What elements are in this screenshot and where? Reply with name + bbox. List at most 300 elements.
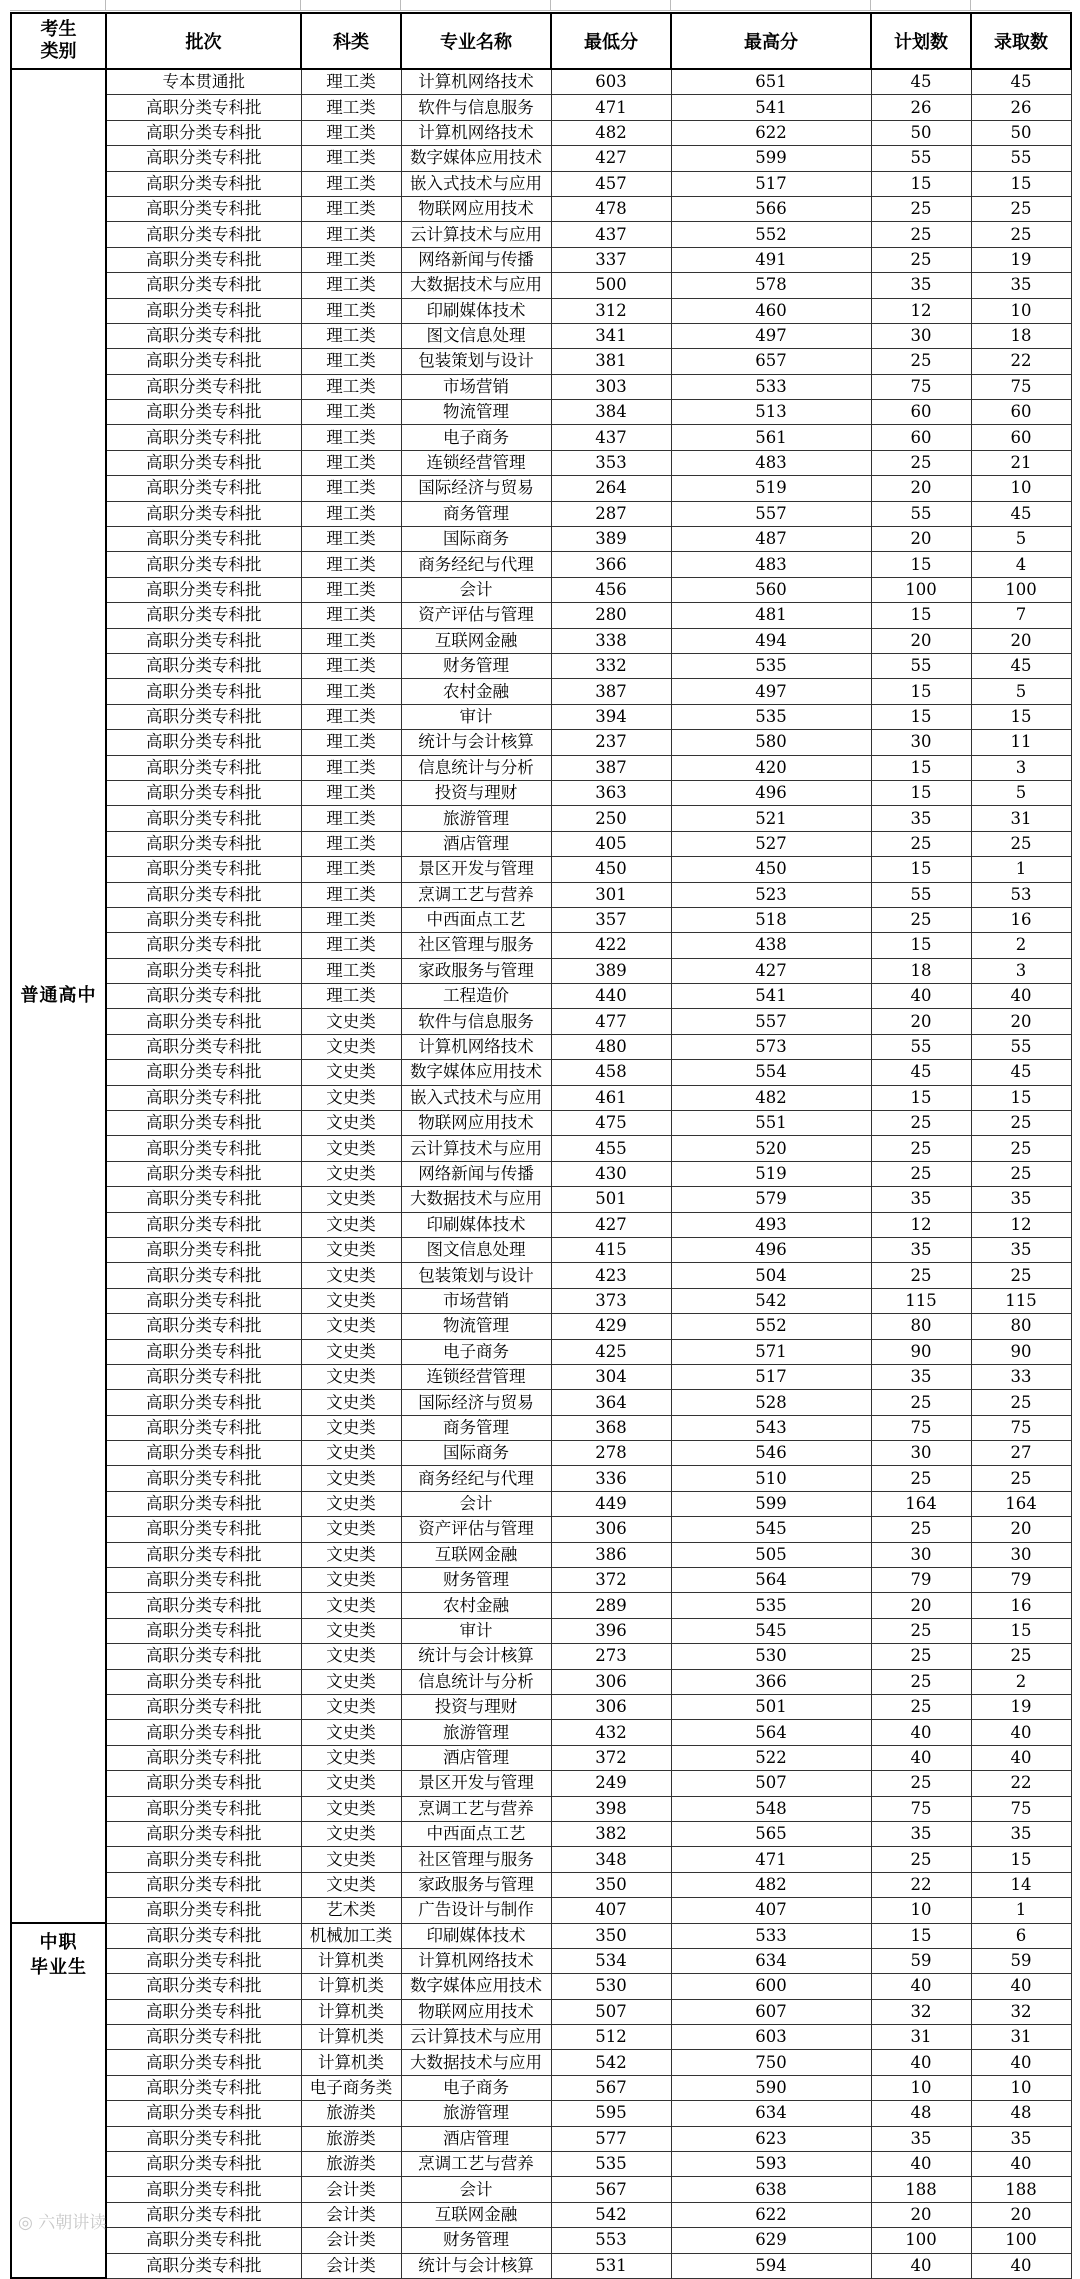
max-score-cell: 545 [671,1618,871,1643]
plan-cell: 20 [871,527,971,552]
subject-cell: 理工类 [301,95,401,120]
admitted-cell: 75 [971,1796,1071,1821]
admitted-cell: 55 [971,146,1071,171]
plan-cell: 35 [871,806,971,831]
batch-cell: 高职分类专科批 [106,527,301,552]
admitted-cell: 48 [971,2101,1071,2126]
table-row [11,273,1071,298]
plan-cell: 55 [871,501,971,526]
batch-cell: 高职分类专科批 [106,95,301,120]
batch-cell: 高职分类专科批 [106,323,301,348]
subject-cell: 理工类 [301,69,401,95]
max-score-cell: 520 [671,1136,871,1161]
major-cell: 投资与理财 [401,1695,551,1720]
min-score-cell: 471 [551,95,671,120]
batch-cell: 高职分类专科批 [106,1111,301,1136]
max-score-cell: 542 [671,1288,871,1313]
max-score-cell: 494 [671,628,871,653]
min-score-cell: 449 [551,1491,671,1516]
batch-cell: 高职分类专科批 [106,1695,301,1720]
max-score-cell: 482 [671,1085,871,1110]
subject-cell: 理工类 [301,247,401,272]
admitted-cell: 90 [971,1339,1071,1364]
category-cell: 普通高中 [11,69,106,1923]
major-cell: 投资与理财 [401,780,551,805]
batch-cell: 高职分类专科批 [106,2075,301,2100]
plan-cell: 48 [871,2101,971,2126]
max-score-cell: 505 [671,1542,871,1567]
table-row [11,653,1071,678]
batch-cell: 高职分类专科批 [106,2025,301,2050]
max-score-cell: 543 [671,1415,871,1440]
major-cell: 物流管理 [401,400,551,425]
admitted-cell: 14 [971,1872,1071,1897]
batch-cell: 高职分类专科批 [106,1644,301,1669]
subject-cell: 理工类 [301,349,401,374]
min-score-cell: 364 [551,1390,671,1415]
batch-cell: 高职分类专科批 [106,146,301,171]
min-score-cell: 542 [551,2050,671,2075]
admitted-cell: 22 [971,349,1071,374]
plan-cell: 18 [871,958,971,983]
batch-cell: 高职分类专科批 [106,603,301,628]
plan-cell: 50 [871,120,971,145]
batch-cell: 高职分类专科批 [106,806,301,831]
subject-cell: 理工类 [301,882,401,907]
admission-score-sheet [10,12,1070,2279]
admitted-cell: 25 [971,1111,1071,1136]
subject-cell: 文史类 [301,1009,401,1034]
plan-cell: 15 [871,552,971,577]
max-score-cell: 600 [671,1974,871,1999]
major-cell: 统计与会计核算 [401,1644,551,1669]
min-score-cell: 603 [551,69,671,95]
batch-cell: 高职分类专科批 [106,628,301,653]
major-cell: 景区开发与管理 [401,1771,551,1796]
min-score-cell: 507 [551,1999,671,2024]
plan-cell: 22 [871,1872,971,1897]
major-cell: 网络新闻与传播 [401,1161,551,1186]
admitted-cell: 25 [971,1644,1071,1669]
max-score-cell: 528 [671,1390,871,1415]
subject-cell: 理工类 [301,679,401,704]
min-score-cell: 341 [551,323,671,348]
subject-cell: 文史类 [301,1364,401,1389]
min-score-cell: 387 [551,679,671,704]
plan-cell: 25 [871,907,971,932]
plan-cell: 25 [871,1466,971,1491]
table-row [11,2126,1071,2151]
admitted-cell: 40 [971,2050,1071,2075]
max-score-cell: 366 [671,1669,871,1694]
subject-cell: 计算机类 [301,1948,401,1973]
subject-cell: 理工类 [301,298,401,323]
major-cell: 社区管理与服务 [401,933,551,958]
batch-cell: 高职分类专科批 [106,298,301,323]
subject-cell: 文史类 [301,1466,401,1491]
table-row [11,222,1071,247]
subject-cell: 理工类 [301,628,401,653]
table-row [11,2202,1071,2227]
plan-cell: 60 [871,400,971,425]
batch-cell: 高职分类专科批 [106,2101,301,2126]
min-score-cell: 535 [551,2152,671,2177]
major-cell: 电子商务 [401,1339,551,1364]
major-cell: 市场营销 [401,1288,551,1313]
max-score-cell: 517 [671,1364,871,1389]
max-score-cell: 510 [671,1466,871,1491]
batch-cell: 高职分类专科批 [106,857,301,882]
admitted-cell: 25 [971,196,1071,221]
min-score-cell: 289 [551,1593,671,1618]
min-score-cell: 415 [551,1237,671,1262]
batch-cell: 高职分类专科批 [106,1187,301,1212]
admitted-cell: 100 [971,577,1071,602]
subject-cell: 文史类 [301,1136,401,1161]
min-score-cell: 372 [551,1745,671,1770]
plan-cell: 35 [871,2126,971,2151]
max-score-cell: 487 [671,527,871,552]
plan-cell: 15 [871,780,971,805]
min-score-cell: 461 [551,1085,671,1110]
min-score-cell: 458 [551,1060,671,1085]
major-cell: 酒店管理 [401,831,551,856]
min-score-cell: 278 [551,1441,671,1466]
subject-cell: 理工类 [301,984,401,1009]
min-score-cell: 332 [551,653,671,678]
min-score-cell: 389 [551,958,671,983]
table-body [11,69,1071,2278]
subject-cell: 理工类 [301,374,401,399]
max-score-cell: 552 [671,1314,871,1339]
plan-cell: 15 [871,1085,971,1110]
max-score-cell: 483 [671,450,871,475]
max-score-cell: 551 [671,1111,871,1136]
admitted-cell: 10 [971,476,1071,501]
max-score-cell: 420 [671,755,871,780]
table-row [11,1847,1071,1872]
table-row [11,1034,1071,1059]
max-score-cell: 535 [671,653,871,678]
min-score-cell: 542 [551,2202,671,2227]
table-row [11,323,1071,348]
max-score-cell: 593 [671,2152,871,2177]
admitted-cell: 79 [971,1568,1071,1593]
min-score-cell: 422 [551,933,671,958]
admitted-cell: 22 [971,1771,1071,1796]
batch-cell: 高职分类专科批 [106,1466,301,1491]
table-row [11,1695,1071,1720]
max-score-cell: 580 [671,730,871,755]
max-score-cell: 599 [671,146,871,171]
max-score-cell: 603 [671,2025,871,2050]
table-row [11,1441,1071,1466]
plan-cell: 25 [871,1618,971,1643]
plan-cell: 26 [871,95,971,120]
min-score-cell: 306 [551,1695,671,1720]
major-cell: 大数据技术与应用 [401,2050,551,2075]
max-score-cell: 565 [671,1821,871,1846]
admitted-cell: 10 [971,2075,1071,2100]
major-cell: 计算机网络技术 [401,120,551,145]
major-cell: 商务经纪与代理 [401,1466,551,1491]
table-row [11,1593,1071,1618]
subject-cell: 文史类 [301,1111,401,1136]
table-row [11,1923,1071,1948]
admitted-cell: 55 [971,1034,1071,1059]
plan-cell: 25 [871,831,971,856]
max-score-cell: 527 [671,831,871,856]
max-score-cell: 579 [671,1187,871,1212]
plan-cell: 55 [871,882,971,907]
admitted-cell: 40 [971,984,1071,1009]
admitted-cell: 80 [971,1314,1071,1339]
table-row [11,2025,1071,2050]
plan-cell: 32 [871,1999,971,2024]
min-score-cell: 301 [551,882,671,907]
batch-cell: 高职分类专科批 [106,501,301,526]
table-row [11,2228,1071,2253]
major-cell: 物联网应用技术 [401,1111,551,1136]
plan-cell: 25 [871,1644,971,1669]
subject-cell: 理工类 [301,527,401,552]
min-score-cell: 357 [551,907,671,932]
subject-cell: 文史类 [301,1618,401,1643]
plan-cell: 25 [871,1695,971,1720]
major-cell: 商务管理 [401,1415,551,1440]
admitted-cell: 3 [971,755,1071,780]
major-cell: 国际经济与贸易 [401,476,551,501]
table-row [11,1948,1071,1973]
plan-cell: 25 [871,247,971,272]
subject-cell: 理工类 [301,501,401,526]
max-score-cell: 501 [671,1695,871,1720]
max-score-cell: 557 [671,1009,871,1034]
min-score-cell: 429 [551,1314,671,1339]
batch-cell: 高职分类专科批 [106,780,301,805]
subject-cell: 文史类 [301,1212,401,1237]
min-score-cell: 480 [551,1034,671,1059]
table-row [11,882,1071,907]
major-cell: 资产评估与管理 [401,603,551,628]
admitted-cell: 11 [971,730,1071,755]
plan-cell: 40 [871,984,971,1009]
sheet-top-gridline [10,0,1070,11]
major-cell: 网络新闻与传播 [401,247,551,272]
max-score-cell: 566 [671,196,871,221]
table-row [11,2050,1071,2075]
batch-cell: 高职分类专科批 [106,704,301,729]
table-row [11,1187,1071,1212]
min-score-cell: 398 [551,1796,671,1821]
admitted-cell: 7 [971,603,1071,628]
subject-cell: 理工类 [301,933,401,958]
max-score-cell: 427 [671,958,871,983]
batch-cell: 高职分类专科批 [106,171,301,196]
admitted-cell: 18 [971,323,1071,348]
admitted-cell: 40 [971,1720,1071,1745]
min-score-cell: 237 [551,730,671,755]
min-score-cell: 280 [551,603,671,628]
batch-cell: 高职分类专科批 [106,273,301,298]
table-row [11,425,1071,450]
min-score-cell: 312 [551,298,671,323]
min-score-cell: 450 [551,857,671,882]
admitted-cell: 4 [971,552,1071,577]
subject-cell: 理工类 [301,704,401,729]
table-row [11,1161,1071,1186]
max-score-cell: 491 [671,247,871,272]
batch-cell: 高职分类专科批 [106,1009,301,1034]
subject-cell: 计算机类 [301,1974,401,1999]
table-row [11,958,1071,983]
subject-cell: 文史类 [301,1034,401,1059]
plan-cell: 31 [871,2025,971,2050]
major-cell: 社区管理与服务 [401,1847,551,1872]
table-row [11,679,1071,704]
batch-cell: 高职分类专科批 [106,2202,301,2227]
plan-cell: 15 [871,1923,971,1948]
min-score-cell: 437 [551,222,671,247]
batch-cell: 高职分类专科批 [106,1669,301,1694]
table-row [11,120,1071,145]
table-row [11,984,1071,1009]
plan-cell: 20 [871,1009,971,1034]
major-cell: 家政服务与管理 [401,1872,551,1897]
min-score-cell: 387 [551,755,671,780]
table-row [11,1872,1071,1897]
table-row [11,1974,1071,1999]
header-admitted: 录取数 [971,13,1071,69]
major-cell: 会计 [401,577,551,602]
subject-cell: 文史类 [301,1491,401,1516]
table-row [11,2152,1071,2177]
batch-cell: 高职分类专科批 [106,1948,301,1973]
major-cell: 包装策划与设计 [401,1263,551,1288]
plan-cell: 15 [871,679,971,704]
table-row [11,1111,1071,1136]
subject-cell: 文史类 [301,1821,401,1846]
max-score-cell: 533 [671,1923,871,1948]
subject-cell: 文史类 [301,1720,401,1745]
major-cell: 旅游管理 [401,1720,551,1745]
table-row [11,196,1071,221]
admitted-cell: 1 [971,857,1071,882]
table-row [11,298,1071,323]
min-score-cell: 264 [551,476,671,501]
plan-cell: 75 [871,374,971,399]
major-cell: 电子商务 [401,2075,551,2100]
max-score-cell: 519 [671,476,871,501]
plan-cell: 79 [871,1568,971,1593]
major-cell: 市场营销 [401,374,551,399]
max-score-cell: 590 [671,2075,871,2100]
min-score-cell: 372 [551,1568,671,1593]
plan-cell: 59 [871,1948,971,1973]
major-cell: 酒店管理 [401,1745,551,1770]
batch-cell: 高职分类专科批 [106,1288,301,1313]
header-row [11,13,1071,69]
max-score-cell: 450 [671,857,871,882]
major-cell: 广告设计与制作 [401,1898,551,1923]
major-cell: 印刷媒体技术 [401,298,551,323]
min-score-cell: 432 [551,1720,671,1745]
plan-cell: 40 [871,1720,971,1745]
major-cell: 包装策划与设计 [401,349,551,374]
batch-cell: 高职分类专科批 [106,958,301,983]
table-row [11,1771,1071,1796]
major-cell: 印刷媒体技术 [401,1212,551,1237]
min-score-cell: 373 [551,1288,671,1313]
table-row [11,69,1071,95]
batch-cell: 高职分类专科批 [106,450,301,475]
min-score-cell: 249 [551,1771,671,1796]
max-score-cell: 561 [671,425,871,450]
table-row [11,1720,1071,1745]
subject-cell: 文史类 [301,1187,401,1212]
max-score-cell: 460 [671,298,871,323]
batch-cell: 高职分类专科批 [106,1415,301,1440]
major-cell: 财务管理 [401,653,551,678]
admitted-cell: 45 [971,69,1071,95]
table-row [11,2101,1071,2126]
table-row [11,1212,1071,1237]
table-row [11,1821,1071,1846]
admitted-cell: 33 [971,1364,1071,1389]
batch-cell: 高职分类专科批 [106,577,301,602]
min-score-cell: 394 [551,704,671,729]
batch-cell: 高职分类专科批 [106,1923,301,1948]
table-row [11,2177,1071,2202]
table-row [11,552,1071,577]
batch-cell: 高职分类专科批 [106,2152,301,2177]
table-row [11,476,1071,501]
subject-cell: 会计类 [301,2228,401,2253]
min-score-cell: 430 [551,1161,671,1186]
plan-cell: 188 [871,2177,971,2202]
major-cell: 农村金融 [401,679,551,704]
plan-cell: 30 [871,1441,971,1466]
min-score-cell: 338 [551,628,671,653]
table-row [11,806,1071,831]
table-row [11,1796,1071,1821]
max-score-cell: 517 [671,171,871,196]
major-cell: 云计算技术与应用 [401,1136,551,1161]
max-score-cell: 521 [671,806,871,831]
min-score-cell: 478 [551,196,671,221]
max-score-cell: 554 [671,1060,871,1085]
table-row [11,171,1071,196]
plan-cell: 25 [871,1263,971,1288]
plan-cell: 80 [871,1314,971,1339]
admitted-cell: 19 [971,1695,1071,1720]
max-score-cell: 594 [671,2253,871,2278]
admitted-cell: 25 [971,1466,1071,1491]
major-cell: 物联网应用技术 [401,1999,551,2024]
batch-cell: 高职分类专科批 [106,1745,301,1770]
subject-cell: 理工类 [301,120,401,145]
batch-cell: 高职分类专科批 [106,552,301,577]
admitted-cell: 59 [971,1948,1071,1973]
header-batch: 批次 [106,13,301,69]
major-cell: 云计算技术与应用 [401,222,551,247]
plan-cell: 25 [871,1111,971,1136]
table-row [11,1314,1071,1339]
plan-cell: 30 [871,730,971,755]
plan-cell: 25 [871,1390,971,1415]
batch-cell: 高职分类专科批 [106,1060,301,1085]
max-score-cell: 471 [671,1847,871,1872]
